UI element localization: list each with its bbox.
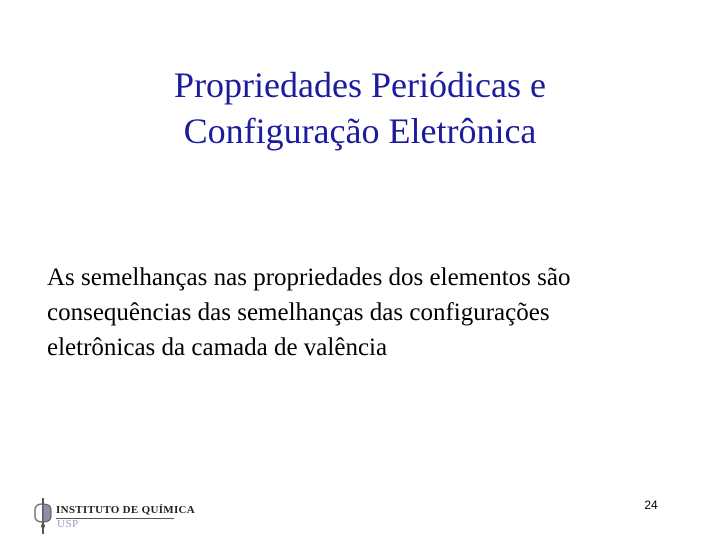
slide-body: [47, 260, 687, 365]
body-line-3: eletrônicas da camada de valência: [47, 334, 388, 361]
slide-title-line-2: Configuração Eletrônica: [183, 111, 537, 151]
body-line-1: As semelhanças nas propriedades dos elementos são: [47, 264, 571, 291]
institute-logo-icon: [32, 496, 54, 536]
slide-title-line-1: Propriedades Periódicas e: [174, 65, 546, 105]
body-line-2: consequências das semelhanças das configurações: [47, 299, 550, 326]
slide-title: [60, 62, 660, 154]
logo-name: INSTITUTO DE QUÍMICA: [56, 504, 196, 516]
institute-logo: [32, 496, 196, 536]
logo-sub: USP: [57, 518, 79, 530]
page-number: 24: [644, 498, 658, 512]
